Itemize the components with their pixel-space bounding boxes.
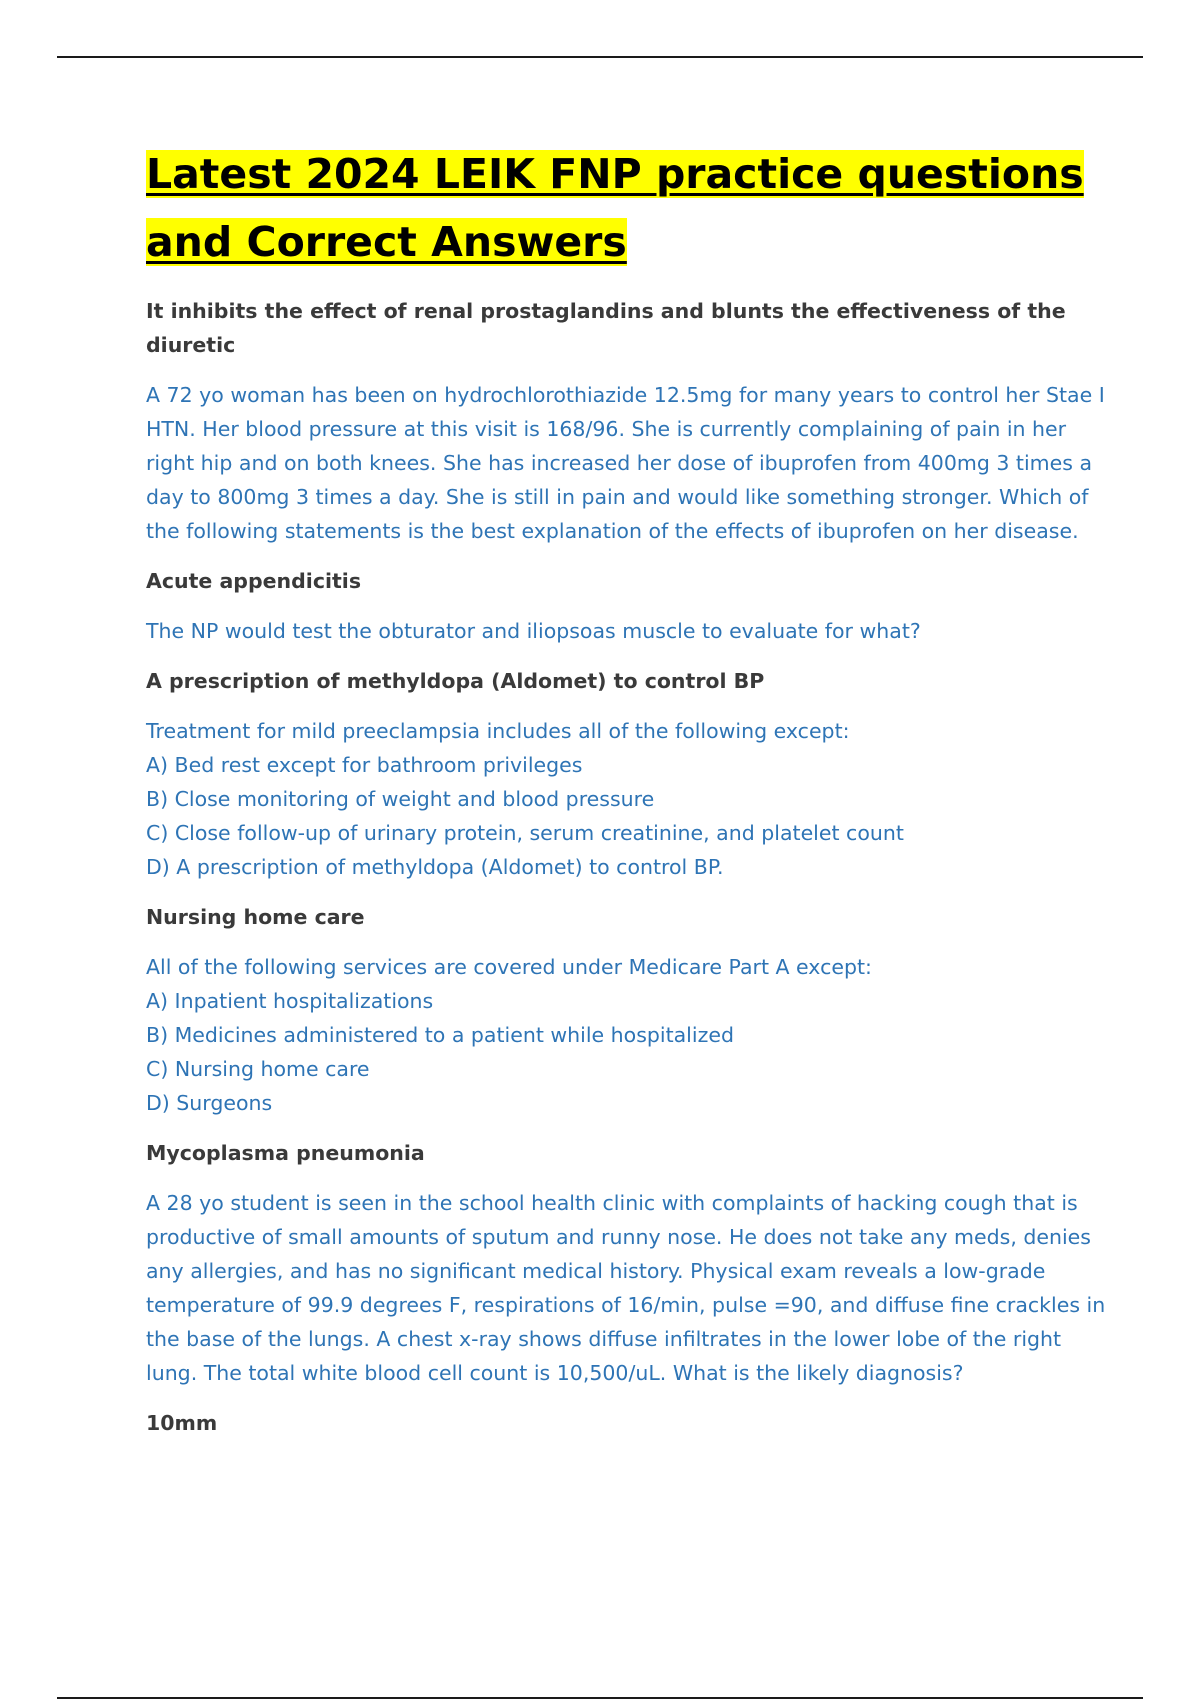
option-d: D) A prescription of methyldopa (Aldomet) to control BP.	[146, 855, 724, 879]
document-body	[146, 140, 1106, 1456]
question-text: A 28 yo student is seen in the school health clinic with complaints of hacking cough that is productive of small amounts of sputum and runny nose. He does not take any meds, denies any allergies, and has no significant medical history. Physical exam reveals a low-grade temperature of 99.9 degrees F, respirations of 16/min, pulse =90, and diffuse fine crackles in the base of the lungs. A chest x-ray shows diffuse infiltrates in the lower lobe of the right lung. The total white blood cell count is 10,500/uL. What is the likely diagnosis?	[146, 1191, 1106, 1385]
option-c: C) Nursing home care	[146, 1057, 370, 1081]
top-rule	[57, 56, 1143, 58]
question-block	[146, 950, 1106, 1120]
document-title: Latest 2024 LEIK FNP practice questions and Correct Answers	[146, 150, 1084, 266]
option-a: A) Bed rest except for bathroom privileges	[146, 753, 583, 777]
answer-text: It inhibits the effect of renal prostaglandins and blunts the effectiveness of the diuretic	[146, 299, 1066, 357]
option-d: D) Surgeons	[146, 1091, 273, 1115]
option-a: A) Inpatient hospitalizations	[146, 989, 434, 1013]
question-text: Treatment for mild preeclampsia includes all of the following except:	[146, 719, 850, 743]
question-block	[146, 714, 1106, 884]
qa-entry-3	[146, 664, 1106, 884]
answer-text: Mycoplasma pneumonia	[146, 1141, 425, 1165]
answer-text: 10mm	[146, 1411, 218, 1435]
question-text: A 72 yo woman has been on hydrochlorothiazide 12.5mg for many years to control her Stae I HTN. Her blood pressure at this visit is 168/96. She is currently complaining of pain in her right hip and on both knees. She has increased her dose of ibuprofen from 400mg 3 times a day to 800mg 3 times a day. She is still in pain and would like something stronger. Which of the following statements is the best explanation of the effects of ibuprofen on her disease.	[146, 383, 1105, 543]
option-b: B) Close monitoring of weight and blood pressure	[146, 787, 655, 811]
qa-entry-6	[146, 1406, 1106, 1440]
qa-entry-2	[146, 564, 1106, 648]
answer-text: Acute appendicitis	[146, 569, 362, 593]
option-c: C) Close follow-up of urinary protein, serum creatinine, and platelet count	[146, 821, 904, 845]
question-text: The NP would test the obturator and iliopsoas muscle to evaluate for what?	[146, 619, 921, 643]
answer-text: A prescription of methyldopa (Aldomet) to control BP	[146, 669, 765, 693]
option-b: B) Medicines administered to a patient while hospitalized	[146, 1023, 734, 1047]
qa-entry-1	[146, 294, 1106, 548]
question-text: All of the following services are covered under Medicare Part A except:	[146, 955, 872, 979]
answer-text: Nursing home care	[146, 905, 365, 929]
qa-entry-5	[146, 1136, 1106, 1390]
bottom-rule	[57, 1697, 1143, 1699]
qa-entry-4	[146, 900, 1106, 1120]
